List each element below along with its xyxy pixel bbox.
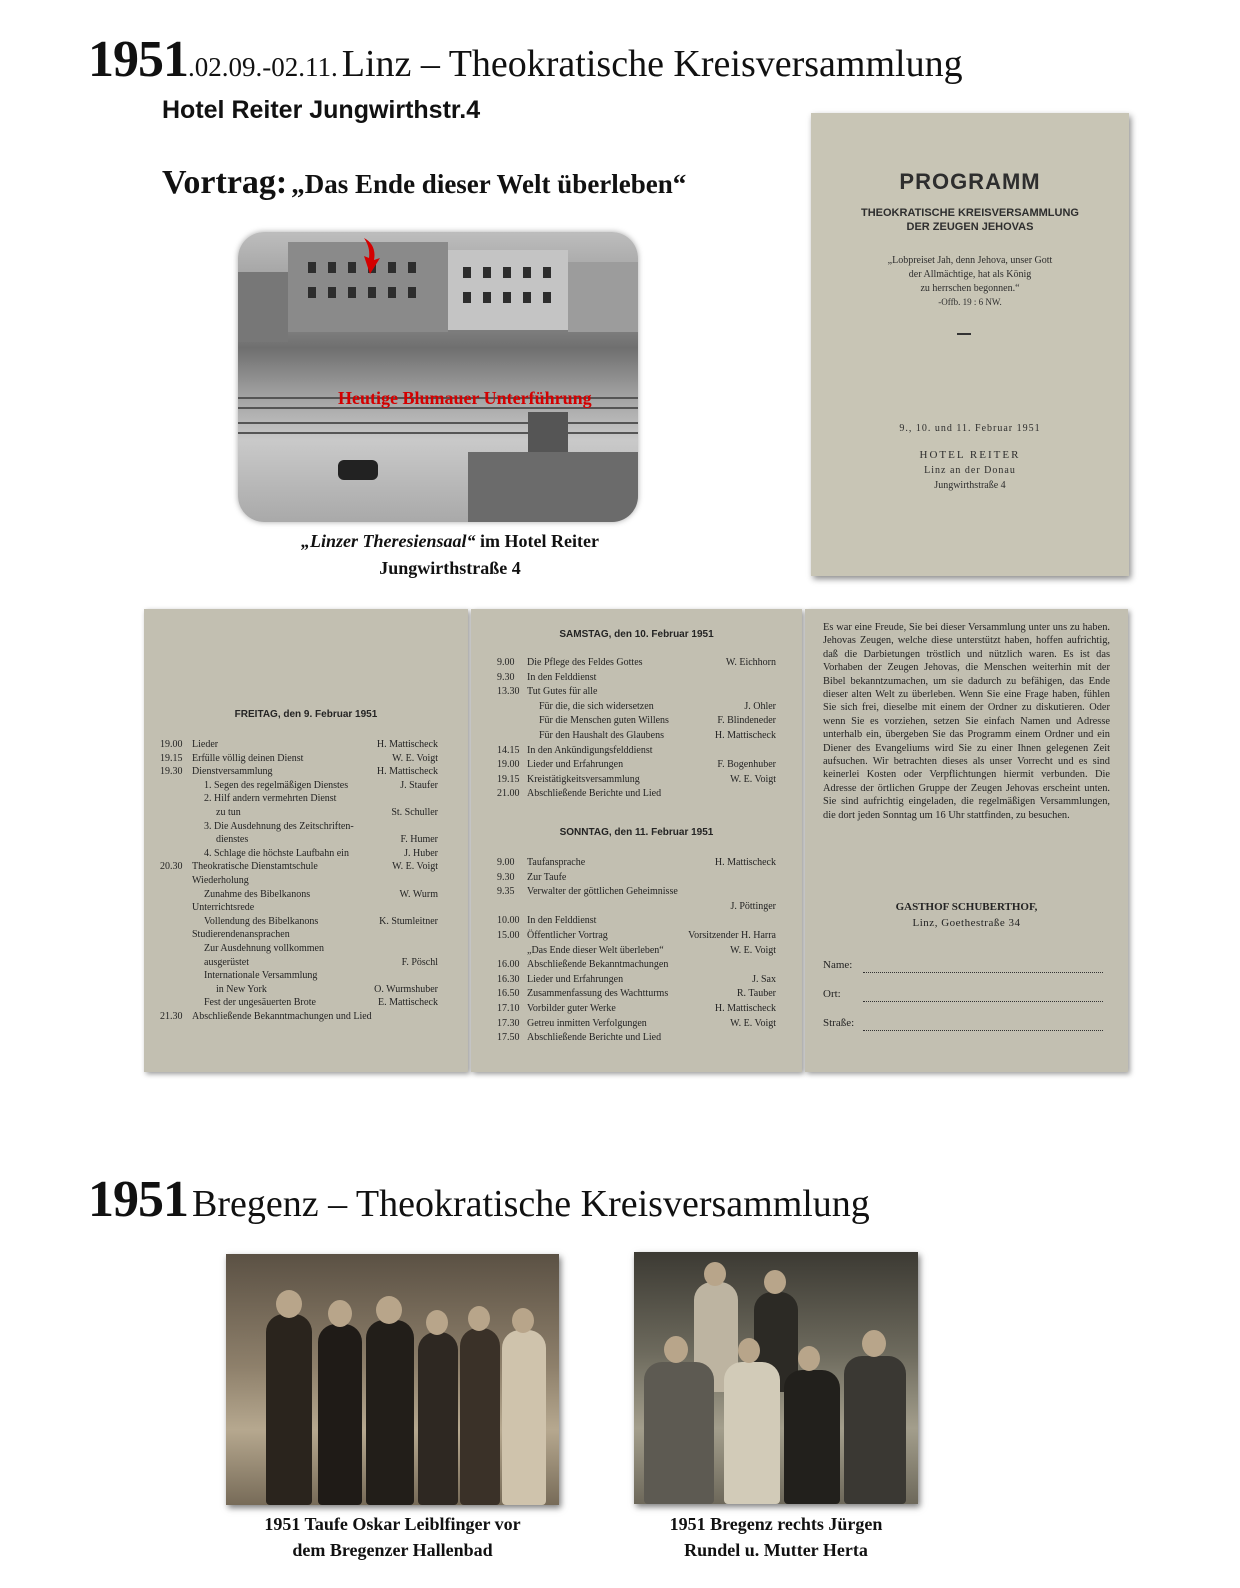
schedule-speaker: W. Eichhorn [725, 657, 776, 668]
cover-dates: 9., 10. und 11. Februar 1951 [899, 423, 1041, 434]
talk-line [162, 164, 686, 202]
schedule-speaker: H. Mattischeck [714, 730, 776, 741]
caption-line: 1951 Taufe Oskar Leiblfinger vor [264, 1514, 521, 1534]
schedule-activity: Fest der ungesäuerten Brote [204, 997, 316, 1009]
caption-line: 1951 Bregenz rechts Jürgen [669, 1514, 883, 1534]
heading-year: 1951 [88, 31, 188, 88]
schedule-speaker: J. Ohler [744, 700, 776, 712]
schedule-activity: Für den Haushalt des Glaubens [539, 730, 664, 741]
schedule-time: 19.00 [160, 739, 183, 750]
caption-line: Rundel u. Mutter Herta [684, 1540, 868, 1560]
schedule-speaker: F. Pöschl [401, 956, 438, 968]
heading-year: 1951 [88, 1171, 188, 1228]
schedule-activity: Erfülle völlig deinen Dienst [192, 752, 304, 764]
cover-place-2: Linz an der Donau [924, 465, 1016, 476]
schedule-time: 15.00 [497, 930, 520, 941]
schedule-speaker: W. E. Voigt [392, 861, 438, 873]
schedule-activity: In den Ankündigungsfelddienst [527, 744, 653, 756]
cover-place-1: HOTEL REITER [919, 449, 1021, 461]
schedule-activity: Abschließende Bekanntmachungen und Lied [192, 1011, 372, 1022]
schedule-time: 16.30 [497, 973, 520, 985]
schedule-speaker: H. Mattischeck [376, 766, 438, 778]
schedule-activity: Vollendung des Bibelkanons [204, 915, 319, 927]
schedule-time: 9.00 [497, 857, 515, 868]
schedule-activity: Lieder und Erfahrungen [527, 759, 624, 771]
schedule-time: 13.30 [497, 686, 520, 698]
schedule-activity: In den Felddienst [527, 671, 597, 683]
schedule-activity: Die Pflege des Feldes Gottes [527, 657, 643, 668]
schedule-speaker: H. Mattischeck [376, 739, 438, 750]
schedule-time: 20.30 [160, 861, 183, 873]
schedule-time: 19.30 [160, 766, 183, 778]
program-panel-contact [805, 609, 1128, 1072]
cover-quote-line: zu herrschen begonnen.“ [920, 283, 1020, 294]
schedule-activity: Abschließende Bekanntmachungen [527, 959, 669, 971]
schedule-activity: Verwalter der göttlichen Geheimnisse [527, 886, 678, 898]
field-line-ort [863, 1000, 1103, 1002]
schedule-speaker: K. Stumleitner [379, 915, 438, 927]
schedule-activity: Lieder und Erfahrungen [527, 973, 624, 985]
cover-title: PROGRAMM [899, 169, 1041, 194]
schedule-speaker: R. Tauber [736, 988, 776, 1000]
schedule-time: 19.00 [497, 759, 520, 771]
schedule-activity: Zur Taufe [527, 871, 567, 883]
day-heading-saturday: SAMSTAG, den 10. Februar 1951 [559, 629, 714, 640]
schedule-speaker: W. E. Voigt [392, 752, 438, 764]
program-panel-friday [144, 609, 468, 1072]
schedule-activity: 4. Schlage die höchste Laufbahn ein [204, 847, 349, 859]
schedule-activity: Lieder [192, 739, 219, 750]
schedule-activity: in New York [216, 983, 267, 995]
schedule-speaker: St. Schuller [391, 807, 438, 818]
day-heading-sunday: SONNTAG, den 11. Februar 1951 [559, 827, 714, 838]
schedule-activity: „Das Ende dieser Welt überleben“ [527, 944, 664, 956]
cover-quote-line: „Lobpreiset Jah, denn Jehova, unser Gott [887, 255, 1053, 266]
schedule-activity: In den Felddienst [527, 915, 597, 927]
schedule-speaker: H. Mattischeck [714, 1003, 776, 1014]
schedule-activity: Für die Menschen guten Willens [539, 715, 669, 727]
schedule-activity: Studierendenansprachen [192, 929, 290, 941]
schedule-speaker: W. Wurm [399, 888, 438, 900]
schedule-time: 21.00 [497, 788, 520, 800]
schedule-activity: Wiederholung [192, 875, 249, 886]
schedule-speaker: J. Staufer [400, 779, 438, 791]
schedule-time: 9.30 [497, 871, 515, 883]
field-label-name: Name: [823, 959, 853, 971]
schedule-time: 19.15 [497, 773, 520, 785]
schedule-activity: Öffentlicher Vortrag [527, 930, 608, 941]
schedule-time: 21.30 [160, 1011, 183, 1022]
schedule-time: 17.30 [497, 1017, 520, 1029]
schedule-time: 16.00 [497, 959, 520, 971]
section-heading-bregenz [88, 1170, 870, 1229]
schedule-speaker: F. Humer [400, 834, 438, 846]
schedule-activity: Für die, die sich widersetzen [539, 700, 654, 712]
heading-title: Linz – Theokratische Kreisversammlung [341, 43, 963, 85]
program-cover [811, 113, 1129, 576]
cover-quote-line: der Allmächtige, hat als König [908, 269, 1032, 280]
gasthof-address: Linz, Goethestraße 34 [912, 917, 1021, 929]
cover-subtitle-1: THEOKRATISCHE KREISVERSAMMLUNG [861, 207, 1079, 219]
schedule-activity: ausgerüstet [204, 956, 249, 968]
field-label-ort: Ort: [823, 988, 841, 1000]
field-line-strasse [863, 1029, 1103, 1031]
heading-title: Bregenz – Theokratische Kreisversammlung [192, 1183, 870, 1225]
schedule-speaker: F. Blindeneder [717, 715, 776, 727]
schedule-speaker: F. Bogenhuber [717, 759, 776, 771]
schedule-speaker: W. E. Voigt [730, 944, 776, 956]
cover-quote-reference: -Offb. 19 : 6 NW. [938, 297, 1002, 307]
schedule-speaker: J. Pöttinger [730, 900, 776, 912]
schedule-speaker: E. Mattischeck [378, 997, 438, 1009]
heading-dates: .02.09.-02.11. [188, 52, 338, 82]
photo-overlay-label: Heutige Blumauer Unterführung [338, 388, 592, 408]
schedule-speaker: W. E. Voigt [730, 1017, 776, 1029]
schedule-activity: 2. Hilf andern vermehrten Dienst [204, 793, 337, 805]
schedule-time: 9.30 [497, 671, 515, 683]
field-line-name [863, 971, 1103, 973]
caption-italic: „Linzer Theresiensaal“ [301, 531, 476, 551]
caption-rest: im Hotel Reiter [475, 531, 599, 551]
schedule-activity: Unterrichtsrede [192, 902, 255, 914]
schedule-activity: Abschließende Berichte und Lied [527, 1032, 662, 1044]
venue-line: Hotel Reiter Jungwirthstr.4 [162, 96, 481, 124]
schedule-speaker: J. Huber [404, 847, 438, 859]
schedule-speaker: J. Sax [752, 973, 776, 985]
schedule-time: 10.00 [497, 915, 520, 927]
schedule-time: 16.50 [497, 988, 520, 1000]
schedule-activity: Taufansprache [527, 857, 586, 868]
schedule-activity: Kreistätigkeitsversammlung [527, 773, 640, 785]
schedule-time: 9.00 [497, 657, 515, 668]
schedule-activity: Tut Gutes für alle [527, 686, 598, 698]
schedule-time: 19.15 [160, 752, 183, 764]
gasthof-name: GASTHOF SCHUBERTHOF, [895, 901, 1038, 913]
invitation-text: Es war eine Freude, Sie bei dieser Versammlung unter uns zu haben. Jehovas Zeugen, welche diese unterstützt haben, hoffen aufrichtig, daß die Darbietungen tröstlich und nützlich waren. Es ist das Vorhaben der Zeugen Jehovas, die Menschen weiterhin mit der Bibel bekanntzumachen, um sie dadurch zu befähigen, das Ende dieser alten Welt zu überleben. Wenn Sie eine Frage haben, fühlen Sie sich frei, dieselbe mit einem der Ordner zu diskutieren. Oder wenn Sie es vorziehen, setzen Sie einfach Namen und Adresse unterhalb ein, übergeben Sie das Programm einem Ordner und ein Diener des Evangeliums wird Sie zu einer Ihnen gelegenen Zeit aufsuchen. Wir betrachten dieses als unser Vorrecht und es sind keinerlei Kosten oder Verpflichtungen hiermit verbunden. Die Adresse der örtlichen Gruppe der Zeugen Jehovas erscheint unten. Sie sind aufrichtig eingeladen, die regelmäßigen Versammlungen, die dort jeden Sonntag um 16 Uhr stattfinden, zu besuchen. [823, 622, 1110, 821]
schedule-activity: 1. Segen des regelmäßigen Dienstes [204, 779, 349, 791]
day-heading-friday: FREITAG, den 9. Februar 1951 [234, 709, 378, 720]
schedule-activity: Internationale Versammlung [204, 970, 318, 982]
cover-subtitle-2: DER ZEUGEN JEHOVAS [906, 221, 1034, 233]
section-heading-linz [88, 30, 963, 89]
schedule-time: 14.15 [497, 744, 520, 756]
schedule-activity: Theokratische Dienstamtschule [192, 861, 318, 873]
schedule-time: 17.10 [497, 1003, 520, 1014]
schedule-activity: dienstes [216, 834, 249, 846]
talk-title: „Das Ende dieser Welt überleben“ [291, 169, 687, 199]
cover-place-3: Jungwirthstraße 4 [934, 480, 1006, 491]
schedule-speaker: O. Wurmshuber [374, 983, 438, 995]
schedule-activity: zu tun [216, 807, 241, 818]
baptism-group-photo [226, 1254, 559, 1505]
schedule-time: 17.50 [497, 1032, 520, 1044]
schedule-speaker: Vorsitzender H. Harra [688, 930, 776, 941]
schedule-activity: Zunahme des Bibelkanons [204, 888, 311, 900]
hotel-photo-caption [250, 528, 650, 582]
talk-label: Vortrag: [162, 164, 288, 201]
caption-line: dem Bregenzer Hallenbad [292, 1540, 493, 1560]
schedule-activity: Vorbilder guter Werke [527, 1003, 616, 1014]
field-label-strasse: Straße: [823, 1017, 855, 1029]
baptism-photo-caption [226, 1511, 559, 1563]
schedule-activity: Getreu inmitten Verfolgungen [527, 1017, 647, 1029]
hotel-reiter-photo [238, 232, 638, 522]
schedule-time: 9.35 [497, 886, 515, 898]
schedule-activity: Dienstversammlung [192, 766, 273, 778]
schedule-speaker: H. Mattischeck [714, 857, 776, 868]
bregenz-group-photo [634, 1252, 918, 1504]
program-panel-weekend [471, 609, 802, 1072]
schedule-speaker: W. E. Voigt [730, 773, 776, 785]
schedule-activity: Zusammenfassung des Wachtturms [527, 988, 669, 1000]
schedule-activity: Zur Ausdehnung vollkommen [204, 943, 324, 954]
red-arrow-icon [358, 236, 388, 276]
schedule-activity: 3. Die Ausdehnung des Zeitschriften- [204, 820, 354, 832]
schedule-activity: Abschließende Berichte und Lied [527, 788, 662, 800]
bregenz-photo-caption [610, 1511, 942, 1563]
caption-line2: Jungwirthstraße 4 [379, 558, 521, 578]
cover-divider [957, 333, 971, 335]
